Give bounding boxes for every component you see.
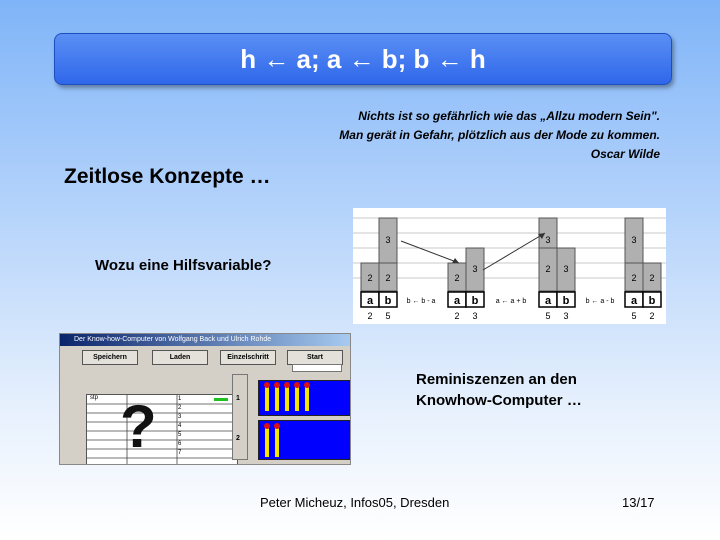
green-pointer-icon: [214, 398, 228, 401]
svg-text:a: a: [366, 295, 374, 307]
quote-line-2: Man gerät in Gefahr, plötzlich aus der Mode zu kommen.: [339, 128, 660, 142]
quote-block: [339, 107, 660, 164]
svg-text:3: 3: [472, 264, 478, 274]
reminiscence-text: [416, 369, 582, 411]
page-number: 13/17: [622, 495, 655, 510]
svg-text:2: 2: [649, 311, 655, 321]
register-2[interactable]: [258, 420, 351, 460]
svg-text:3: 3: [385, 235, 391, 245]
question-mark-icon: ?: [120, 393, 157, 460]
speed-slider[interactable]: [292, 364, 342, 372]
quote-author: Oscar Wilde: [590, 147, 660, 161]
register-1-matches: [259, 381, 351, 415]
program-table-grid: [87, 395, 237, 465]
step-1-text: b ← b - a: [406, 298, 436, 305]
single-step-button[interactable]: Einzelschritt: [220, 350, 276, 365]
swap-diagram: [353, 208, 666, 324]
slide-title-bar: [54, 33, 672, 85]
svg-text:a: a: [630, 295, 638, 307]
start-button[interactable]: Start: [287, 350, 343, 365]
svg-text:2: 2: [454, 273, 460, 283]
step-3-text: b ← a - b: [585, 298, 615, 305]
swap-diagram-svg: [353, 208, 666, 324]
svg-text:3: 3: [631, 235, 637, 245]
svg-text:2: 2: [367, 311, 373, 321]
svg-text:b: b: [471, 295, 479, 307]
save-button[interactable]: Speichern: [82, 350, 138, 365]
svg-text:2: 2: [649, 273, 655, 283]
svg-text:5: 5: [631, 311, 637, 321]
svg-text:3: 3: [563, 311, 569, 321]
quote-line-1: Nichts ist so gefährlich wie das „Allzu modern Sein".: [358, 109, 660, 123]
svg-text:5: 5: [545, 311, 551, 321]
svg-text:3: 3: [472, 311, 478, 321]
svg-text:3: 3: [563, 264, 569, 274]
register-2-matches: [259, 421, 351, 459]
svg-text:2: 2: [631, 273, 637, 283]
table-header-stp: stp: [90, 395, 99, 401]
svg-text:b: b: [648, 295, 656, 307]
g1-a-value: 2: [367, 273, 373, 283]
step-2-text: a ← a + b: [495, 298, 527, 305]
load-button[interactable]: Laden: [152, 350, 208, 365]
svg-text:2: 2: [545, 264, 551, 274]
register-1[interactable]: [258, 380, 351, 416]
svg-text:b: b: [384, 295, 392, 307]
knowhow-window: [59, 333, 351, 465]
svg-text:2: 2: [385, 273, 391, 283]
svg-text:b: b: [562, 295, 570, 307]
section-heading: Zeitlose Konzepte …: [64, 165, 271, 188]
reminiscence-line-2: Knowhow-Computer …: [416, 392, 582, 409]
register-labels: 1 2: [232, 374, 248, 460]
row-numbers: 1 2 3 4 5 6 7: [178, 396, 182, 456]
svg-text:3: 3: [545, 235, 551, 245]
slide-title: h ← a; a ← b; b ← h: [240, 43, 486, 74]
svg-text:a: a: [544, 295, 552, 307]
svg-text:5: 5: [385, 311, 391, 321]
svg-text:a: a: [453, 295, 461, 307]
svg-text:2: 2: [454, 311, 460, 321]
question-text: Wozu eine Hilfsvariable?: [95, 257, 272, 274]
footer-text: Peter Micheuz, Infos05, Dresden: [260, 495, 450, 510]
reminiscence-line-1: Reminiszenzen an den: [416, 371, 577, 388]
knowhow-title-bar: Der Know-how-Computer von Wolfgang Back und Ulrich Rohde: [60, 334, 350, 346]
program-table[interactable]: [86, 394, 238, 465]
